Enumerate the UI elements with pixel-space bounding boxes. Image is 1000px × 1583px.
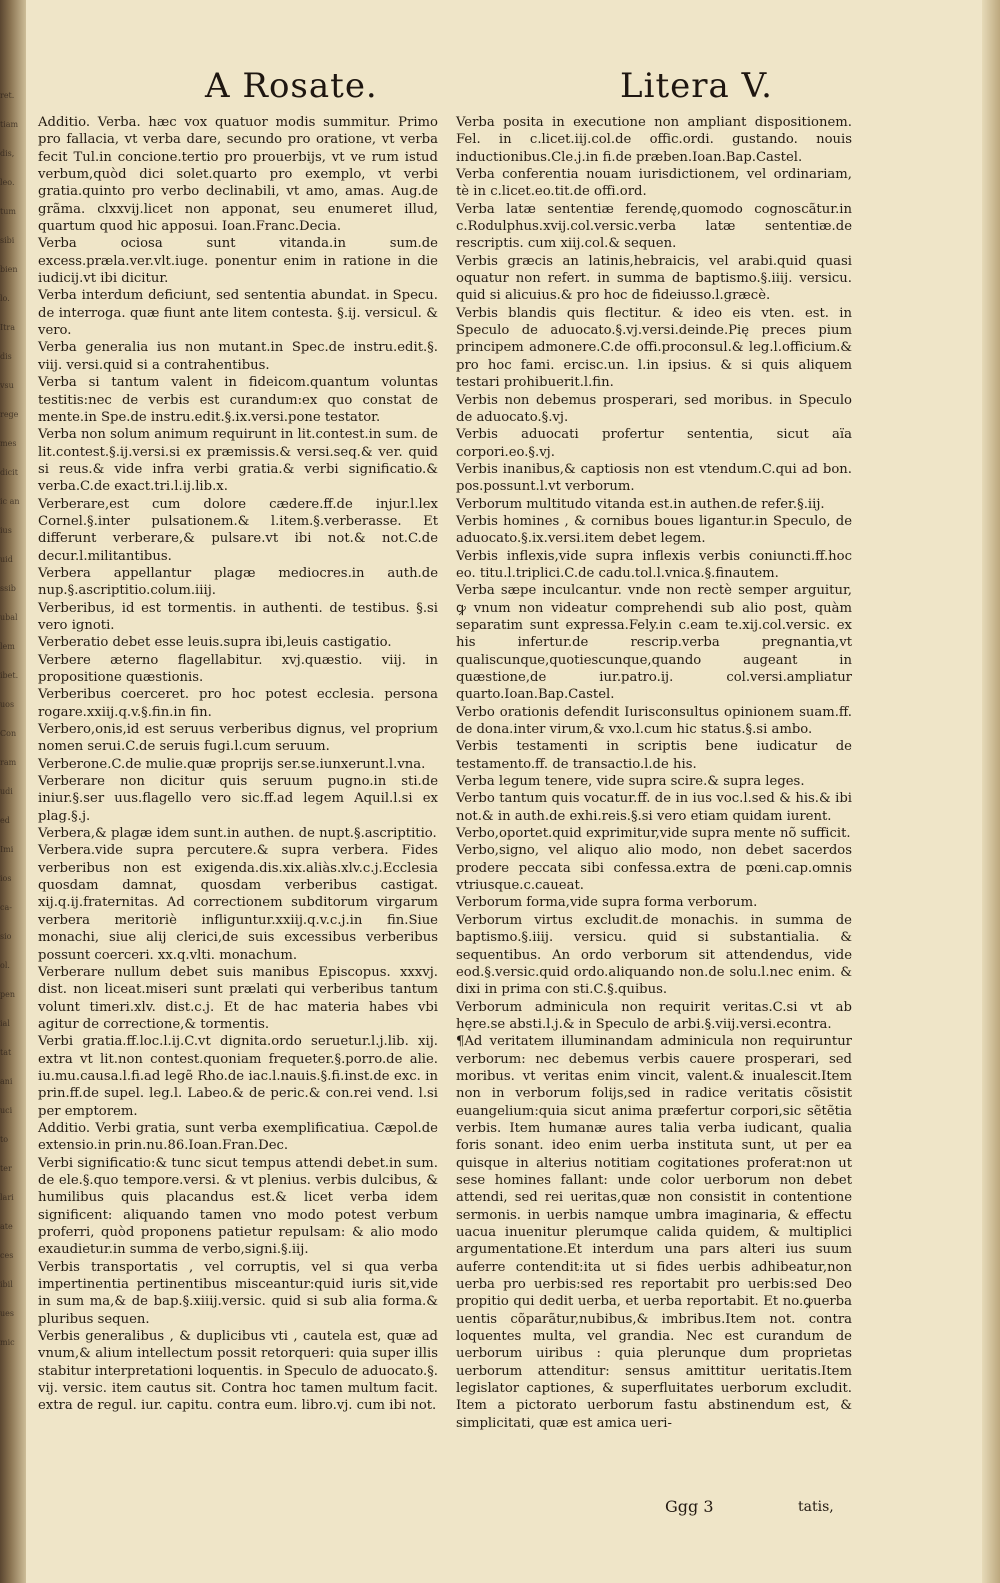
entry-paragraph: Additio. Verbi gratia, sunt verba exemplificatiua. Cæpol.de extensio.in prin.nu.86.Ioan.Fran.Dec.: [38, 1120, 438, 1154]
strip-fragment: tat: [0, 1048, 12, 1057]
strip-fragment: ues: [0, 1309, 14, 1318]
strip-fragment: leo.: [0, 178, 15, 187]
strip-fragment: lo.: [0, 294, 10, 303]
strip-fragment: dis: [0, 352, 12, 361]
entry-paragraph: Verbis græcis an latinis,hebraicis, vel arabi.quid quasi oquatur non refert. in summa de baptismo.§.iiij. versicu. quid si alicuius.& pro hoc de fideiusso.l.græcè.: [456, 253, 852, 304]
strip-fragment: ter: [0, 1164, 12, 1173]
strip-fragment: ani: [0, 1077, 13, 1086]
entry-paragraph: Verba si tantum valent in fideicom.quantum voluntas testitis:nec de verbis est curandum:ex quo constat de mente.in Spe.de instru.edit.§.ix.versi.pone testator.: [38, 375, 438, 425]
strip-fragment: udi: [0, 787, 13, 796]
entry-paragraph: Verbera,& plagæ idem sunt.in authen. de nupt.§.ascriptitio.: [38, 826, 437, 842]
strip-fragment: ius: [0, 526, 12, 535]
strip-fragment: mic: [0, 1338, 15, 1347]
strip-fragment: mes: [0, 439, 17, 448]
entry-paragraph: Verbis aduocati profertur sententia, sicut aïa corpori.eo.§.vj.: [456, 427, 852, 460]
entry-paragraph: Verberatio debet esse leuis.supra ibi,leuis castigatio.: [38, 635, 392, 651]
entry-paragraph: Verba non solum animum requirunt in lit.contest.in sum. de lit.contest.§.ij.versi.si ex præmissis.& versi.seq.& ver. quid si reus.& vide infra verbi gratia.& verbi significatio.& verba.C.de exact.tri.l.ij.lib.x.: [38, 427, 438, 495]
strip-fragment: sibi: [0, 236, 15, 245]
strip-fragment: ram: [0, 758, 17, 767]
header-right-title: Litera V.: [620, 66, 773, 106]
entry-paragraph: Verbo tantum quis vocatur.ff. de in ius voc.l.sed & his.& ibi not.& in auth.de exhi.reis.§.si vero etiam quidam iurent.: [456, 791, 852, 824]
entry-paragraph: Verberone.C.de mulie.quæ proprijs ser.se.iunxerunt.l.vna.: [38, 756, 426, 772]
header-left-title: A Rosate.: [205, 66, 378, 106]
entry-paragraph: Verbis generalibus , & duplicibus vti , cautela est, quæ ad vnum,& alium intellectum possit retorqueri: quia super illis stabitur interpretationi loquentis. in Speculo de aduocato.§. vij. versic. item cautus sit. Contra hoc tamen multum facit. extra de regul. iur. capitu. contra eum. libro.vj. cum ibi not.: [38, 1329, 438, 1414]
entry-paragraph: Verborum adminicula non requirit veritas.C.si vt ab hęre.se absti.l.j.& in Speculo de arbi.§.viij.versi.econtra.: [456, 999, 852, 1032]
entry-paragraph: Verbis homines , & cornibus boues ligantur.in Speculo, de aduocato.§.ix.versi.item debet legem.: [456, 513, 852, 547]
strip-fragment: uci: [0, 1106, 13, 1115]
entry-paragraph: Additio. Verba. hæc vox quatuor modis summitur. Primo pro fallacia, vt verba dare, secundo pro oratione, vt verba fecit Tul.in concione.tertio pro prouerbijs, vt ve rum istud verbum,quòd dici solet.quarto pro exemplo, vt verbi gratia.quinto pro verbo declinabili, vt amo, amas. Aug.de grãma. clxxvij.licet non apponat, seu enumeret illud, quartum quod hic apposui. Ioan.Franc.Decia.: [38, 115, 438, 235]
right-column: [456, 114, 852, 1432]
entry-paragraph: Verborum multitudo vitanda est.in authen.de refer.§.iij.: [456, 496, 825, 512]
entry-paragraph: Verberare non dicitur quis seruum pugno.in sti.de iniur.§.ser uus.flagello vero sic.ff.ad legem Aquil.l.si ex plag.§.j.: [38, 774, 438, 824]
signature-mark: Ggg 3: [665, 1497, 714, 1516]
entry-paragraph: Verbis non debemus prosperari, sed moribus. in Speculo de aduocato.§.vj.: [456, 392, 852, 425]
entry-paragraph: Verba posita in executione non ampliant dispositionem. Fel. in c.licet.iij.col.de offic.ordi. gustando. nouis inductionibus.Cle.j.in fi.de præben.Ioan.Bap.Castel.: [456, 115, 852, 165]
strip-fragment: ces: [0, 1251, 14, 1260]
entry-paragraph: Verbero,onis,id est seruus verberibus dignus, vel proprium nomen serui.C.de seruis fugi.l.cum seruum.: [38, 722, 438, 755]
strip-fragment: ibil: [0, 1280, 13, 1289]
left-column: [38, 114, 438, 1415]
entry-paragraph: Verborum forma,vide supra forma verborum.: [456, 895, 758, 911]
entry-paragraph: Verborum virtus excludit.de monachis. in summa de baptismo.§.iiij. versicu. quid si substantialia. & sequentibus. An ordo verborum sit attendendus, vide eod.§.versic.quid ordo.aliquando non.de solu.l.nec enim. & dixi in prima con sti.C.§.quibus.: [456, 912, 852, 998]
entry-paragraph: Verbi significatio:& tunc sicut tempus attendi debet.in sum. de ele.§.quo tempore.versi. & vt plenius. verbis dulcibus, & humilibus quis placandus est.& licet verba idem significent: aliquando tamen vno modo potest verbum proferri, quòd proponens patietur repulsam: & alio modo exaudietur.in summa de verbo,signi.§.iij.: [38, 1155, 438, 1258]
facing-page-strip: [0, 90, 22, 1347]
entry-paragraph: Verbera.vide supra percutere.& supra verbera. Fides verberibus non est exigenda.dis.xix.aliàs.xlv.c.j.Ecclesia quosdam damnat, quosdam verberibus castigat. xij.q.ij.fraternitas. Ad correctionem subditorum virgarum verbera meritoriè infliguntur.xxiij.q.v.c.j.in fin.Siue monachi, siue alij clerici,de suis excessibus verberibus possunt coerceri. xx.q.vlti. monachum.: [38, 843, 438, 963]
entry-paragraph: Verba conferentia nouam iurisdictionem, vel ordinariam, tè in c.licet.eo.tit.de offi.ord.: [456, 167, 852, 200]
entry-paragraph: Verberare nullum debet suis manibus Episcopus. xxxvj. dist. non liceat.miseri sunt prælati qui verberibus tantum volunt timeri.xlv. dist.c.j. Et de hac materia habes vbi agitur de correctione,& tormentis.: [38, 964, 438, 1032]
entry-paragraph: Verbis transportatis , vel corruptis, vel si qua verba impertinentia pertinentibus misceantur:quid iuris sit,vide in sum ma,& de bap.§.xiiij.versic. quid si sub alia forma.& pluribus sequen.: [38, 1259, 438, 1327]
strip-fragment: Imi: [0, 845, 14, 854]
page-edge: [982, 0, 1000, 1583]
entry-paragraph: Verberibus, id est tormentis. in authenti. de testibus. §.si vero ignoti.: [38, 600, 438, 633]
strip-fragment: tum: [0, 207, 16, 216]
entry-paragraph: Verbi gratia.ff.loc.l.ij.C.vt dignita.ordo seruetur.l.j.lib. xij. extra vt lit.non contest.quoniam frequeter.§.porro.de alie. iu.mu.causa.l.fi.ad legẽ Rho.de iac.l.nauis.§.fi.inst.de exc. in prin.ff.de supel. leg.l. Labeo.& de peric.& con.rei vend. l.si per emptorem.: [38, 1034, 438, 1119]
entry-paragraph: Verbis blandis quis flectitur. & ideo eis vten. est. in Speculo de aduocato.§.vj.versi.deinde.Pię preces pium principem admonere.C.de offi.proconsul.& leg.l.officium.& pro hoc fami. ercisc.un. l.in ipsius. & si quis aliquem testari prohibuerit.l.fin.: [456, 305, 852, 391]
entry-paragraph: Verbis testamenti in scriptis bene iudicatur de testamento.ff. de transactio.l.de his.: [456, 739, 852, 772]
entry-paragraph: Verba legum tenere, vide supra scire.& supra leges.: [456, 774, 805, 790]
strip-fragment: ca-: [0, 903, 12, 912]
strip-fragment: ial: [0, 1019, 10, 1028]
strip-fragment: uid: [0, 555, 13, 564]
strip-fragment: lem: [0, 642, 15, 651]
entry-paragraph: Verba sæpe inculcantur. vnde non rectè semper arguitur, ꝙ vnum non videatur comprehendi sub alio post, quàm separatim sunt expressa.Fely.in c.eam te.xij.col.versic. ex his infertur.de rescrip.verba pregnantia,vt qualiscunque,quotiescunque,quando augeant in quæstione,de iur.patro.ij. col.versi.ampliatur quarto.Ioan.Bap.Castel.: [456, 583, 852, 703]
catchword: tatis,: [798, 1499, 834, 1515]
entry-paragraph: Verbere æterno flagellabitur. xvj.quæstio. viij. in propositione quæstionis.: [38, 652, 438, 685]
strip-fragment: ubal: [0, 613, 18, 622]
strip-fragment: uos: [0, 700, 15, 709]
entry-paragraph: Verba ociosa sunt vitanda.in sum.de excess.præla.ver.vlt.iuge. ponentur enim in ratione in die iudicij.vt ibi dicitur.: [38, 236, 438, 287]
strip-fragment: rege: [0, 410, 19, 419]
entry-paragraph: Verba generalia ius non mutant.in Spec.de instru.edit.§. viij. versi.quid si a contrahentibus.: [38, 340, 438, 373]
strip-fragment: dicit: [0, 468, 18, 477]
entry-paragraph: Verbo,oportet.quid exprimitur,vide supra mente nõ sufficit.: [456, 826, 851, 842]
strip-fragment: ret.: [0, 91, 15, 100]
strip-fragment: ol.: [0, 961, 10, 970]
strip-fragment: ic an: [0, 497, 20, 506]
strip-fragment: bien: [0, 265, 18, 274]
running-header: [30, 66, 980, 116]
strip-fragment: ios: [0, 874, 12, 883]
strip-fragment: pen: [0, 990, 16, 999]
strip-fragment: ed: [0, 816, 10, 825]
strip-fragment: ate: [0, 1222, 13, 1231]
entry-paragraph: Verbis inflexis,vide supra inflexis verbis coniuncti.ff.hoc eo. titu.l.triplici.C.de cadu.tol.l.vnica.§.finautem.: [456, 548, 852, 581]
strip-fragment: to: [0, 1135, 9, 1144]
entry-paragraph: Verbo orationis defendit Iurisconsultus opinionem suam.ff. de dona.inter virum,& vxo.l.cum hic status.§.si ambo.: [456, 704, 852, 738]
strip-fragment: ibet.: [0, 671, 19, 680]
strip-fragment: ssib: [0, 584, 16, 593]
entry-paragraph: Verberibus coerceret. pro hoc potest ecclesia. persona rogare.xxiij.q.v.§.fin.in fin.: [38, 687, 438, 720]
entry-paragraph: ¶Ad veritatem illuminandam adminicula non requiruntur verborum: nec debemus verbis cauere prosperari, sed moribus. vt veritas enim vincit, valent.& inualescit.Item non in verborum folijs,sed in radice veritatis cõsistit euangelium:quia sicut anima præfertur corpori,sic sẽtẽtia verbis. Item humanæ aures talia verba iudicant, qualia foris sonant. ideo enim uerba instituta sunt, ut per ea quisque in alterius notitiam cogitationes proferat:non ut sese homines fallant: unde color uerborum non debet attendi, sed rei ueritas,quæ non consistit in contentione sermonis. in uerbis namque umbra imaginaria, & effectu uacua inuenitur plerumque calida quidem, & multiplici argumentatione.Et interdum una pars alteri ius suum auferre contendit:ita ut si fides uerbis adhibeatur,non uerba pro uerbis:sed res reportabit pro uerbis:sed Deo propitio qui dedit uerba, et uerba reportabit. Et no.ꝙuerba uentis cõparãtur,nubibus,& imbribus.Item not. contra loquentes multa, vel grandia. Nec est curandum de uerborum uiribus : quia plerunque dum proprietas uerborum attenditur: sensus amittitur ueritatis.Item legislator captiones, & superfluitates uerborum excludit. Item a pictorato uerborum fastu abstinendum est, & simplicitati, quæ est amica ueri-: [456, 1034, 852, 1431]
entry-paragraph: Verbo,signo, vel aliquo alio modo, non debet sacerdos prodere peccata sibi confessa.extra de pœni.cap.omnis vtriusque.c.caueat.: [456, 843, 852, 894]
strip-fragment: lari: [0, 1193, 14, 1202]
strip-fragment: vsu: [0, 381, 14, 390]
entry-paragraph: Verba latæ sententiæ ferendę,quomodo cognoscãtur.in c.Rodulphus.xvij.col.versic.verba latæ sententiæ.de rescriptis. cum xiij.col.& sequen.: [456, 201, 852, 252]
strip-fragment: Con: [0, 729, 17, 738]
entry-paragraph: Verbis inanibus,& captiosis non est vtendum.C.qui ad bon. pos.possunt.l.vt verborum.: [456, 461, 852, 495]
strip-fragment: tiam: [0, 120, 19, 129]
entry-paragraph: Verbera appellantur plagæ mediocres.in auth.de nup.§.ascriptitio.colum.iiij.: [38, 565, 438, 599]
entry-paragraph: Verba interdum deficiunt, sed sententia abundat. in Specu. de interroga. quæ fiunt ante litem contesta. §.ij. versicul. & vero.: [38, 288, 438, 339]
strip-fragment: Itra: [0, 323, 15, 332]
strip-fragment: sio: [0, 932, 12, 941]
entry-paragraph: Verberare,est cum dolore cædere.ff.de injur.l.lex Cornel.§.inter pulsationem.& l.item.§.verberasse. Et differunt verberare,& pulsare.vt ibi not.& not.C.de decur.l.militantibus.: [38, 496, 438, 564]
strip-fragment: dis,: [0, 149, 15, 158]
